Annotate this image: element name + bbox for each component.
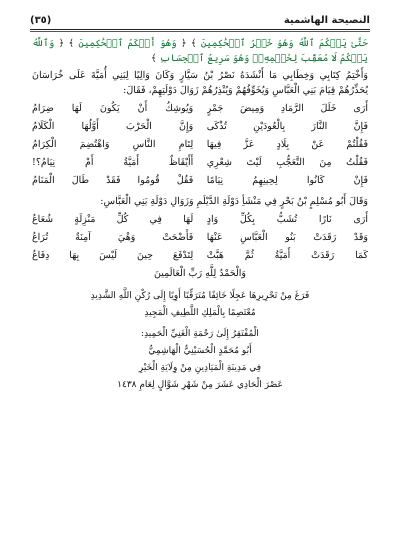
verse-first-hemistich: أَرَى نَارًا تُشَبُّ بِكُلِّ وَادٍ <box>206 214 368 225</box>
quran-quote-3: وَٱللَّهُ يَحۡكُمُ لَا مُعَقِّبَ لِحُكۡمِهِۦۚ وَهُوَ سَرِيعُ ٱلۡحِسَابِ <box>32 38 368 64</box>
verse-first-hemistich: فَقُلْتُمْ عَنْ بِلَادٍ عَزَّ فِيهَا <box>206 139 368 150</box>
page-body <box>32 36 368 540</box>
colophon-line-2: مُعْتَصِمًا بِالْمَلِكِ اللَّطِيفِ الْمَجِيدِ <box>144 308 256 318</box>
verse-second-hemistich: لِتَامِ النَّاسِ وَاهْتُضِمَ الْكِرَامُ <box>32 139 194 150</box>
verse-second-hemistich: وَإِنَّ الْحَرْبَ أَوَّلُهَا الْكَلَامُ <box>32 121 194 132</box>
intro-paragraph-nasr: وَأَخْتِمُ كِتَابِي وَخِطَابِي مَا أَنْشَدَهُ نَصْرُ بْنُ سَيَّارٍ وَكَانَ وَالِيًا لِبَنِي أُمَيَّةَ عَلَى خُرَاسَانَ يُحَذِّرُهُمْ قِيَامَ بَنِي الْعَبَّاسِ وَيُخَوِّفُهُمْ وَيُنْذِرُهُمْ زَوَالَ دَوْلَتِهِمْ، فَقَالَ: <box>32 70 368 96</box>
verse <box>32 172 368 190</box>
verse <box>32 136 368 154</box>
poem-nasr <box>32 100 368 190</box>
verse-second-hemistich: أَأَيْقَاظٌ أُمَيَّةُ أَمْ نِيَامُ؟! <box>32 157 194 168</box>
running-title: النصيحة الهاشمية <box>283 14 370 26</box>
header-rule-thin <box>30 31 370 32</box>
colophon-date: عَصْرَ الْحَادِي عَشَرَ مِنْ شَهْرِ شَوَّالٍ لِعَامِ ١٤٣٨ <box>117 380 283 390</box>
colophon-line-3: الْمُفْتَقِرُ إِلَىٰ رَحْمَةِ الْغَنِيِّ الْحَمِيدِ: <box>141 329 259 339</box>
verse <box>32 247 368 265</box>
quran-paragraph: حَتَّىٰ يَحۡكُمَ ٱللَّهُ وَهُوَ خَيۡرُ ٱلۡحَٰكِمِينَ ﴾ ﴿ وَهُوَ أَحۡكَمُ ٱلۡحَٰكِمِينَ ﴾ ﴿ وَٱللَّهُ يَحۡكُمُ لَا مُعَقِّبَ لِحُكۡمِهِۦۚ وَهُوَ سَرِيعُ ٱلۡحِسَابِ ﴾ <box>32 38 369 64</box>
poem-abu-muslim <box>32 211 368 265</box>
verse-first-hemistich: فَإِنْ كَانُوا لِحِينِهِمُ نِيَامًا <box>206 175 368 186</box>
verse-second-hemistich: لِتَدْفَعَ حِينَ لَيْسَ بِهَا دِفَاعُ <box>32 250 194 261</box>
colophon-line-1: فَرَغَ مِنْ تَحْرِيرِهَا عَجِلًا خَائِفًا مُتَرَقِّبًا أَوِيًا إِلَى رُكْنِ اللَّهِ الشَّدِيدِ <box>90 291 310 301</box>
colophon-place: فِي مَدِينَةِ الْمَيَادِينِ مِنْ وِلَايَةِ الْخَيْرِ <box>138 363 262 373</box>
page-header <box>30 12 370 28</box>
verse <box>32 100 368 118</box>
quran-quote-2: وَهُوَ أَحۡكَمُ ٱلۡحَٰكِمِينَ <box>78 38 177 49</box>
verse-first-hemistich: أَرَى خَلَلَ الرَّمَادِ وَمِيضَ جَمْرٍ <box>206 103 368 114</box>
verse-second-hemistich: لَهَا فِي كُلِّ مَنْزِلَةٍ شُعَاعُ <box>32 214 194 225</box>
verse-first-hemistich: كَمَا رَقَدَتْ أُمَيَّةُ ثُمَّ هَبَّتْ <box>206 250 368 261</box>
verse-first-hemistich: فَقُلْتُ مِنَ التَّعَجُّبِ لَيْتَ شِعْرِي <box>206 157 368 168</box>
verse-first-hemistich: فَإِنَّ النَّارَ بِالْعُودَيْنِ تُذْكَى <box>206 121 368 132</box>
header-rule <box>30 29 370 30</box>
hamd-line: وَالْحَمْدُ لِلَّهِ رَبِّ الْعَالَمِينَ <box>154 268 246 279</box>
verse <box>32 118 368 136</box>
intro-paragraph-abu-muslim: وَقَالَ أَبُو مُسْلِمٍ بْنُ بَحْرٍ فِي مَنْشَأِ دَوْلَةِ الدَّيْلَمِ وَزَوَالِ دَوْلَةِ بَنِي الْعَبَّاسِ: <box>100 196 368 207</box>
author-name: أَبُو مُحَمَّدٍ الْحُسَيْنِيُّ الْهَاشِمِيُّ <box>148 346 252 356</box>
verse-first-hemistich: وَقَدْ رَقَدَتْ بَنُو الْعَبَّاسِ عَنْهَا <box>206 232 368 243</box>
verse-second-hemistich: وَيُوشِكُ أَنْ يَكُونَ لَهَا ضِرَامُ <box>32 103 194 114</box>
page-number: (٣٥) <box>30 14 52 26</box>
verse <box>32 154 368 172</box>
quran-quote-1: حَتَّىٰ يَحۡكُمَ ٱللَّهُ وَهُوَ خَيۡرُ ٱلۡحَٰكِمِينَ <box>200 38 369 49</box>
verse <box>32 211 368 229</box>
verse <box>32 229 368 247</box>
verse-second-hemistich: فَقُلْ قُومُوا فَقَدْ طَالَ الْمَنَامُ <box>32 175 194 186</box>
verse-second-hemistich: فَأَضْحَتْ وَهْيَ آمِنَةٌ تُرَاعُ <box>32 232 194 243</box>
